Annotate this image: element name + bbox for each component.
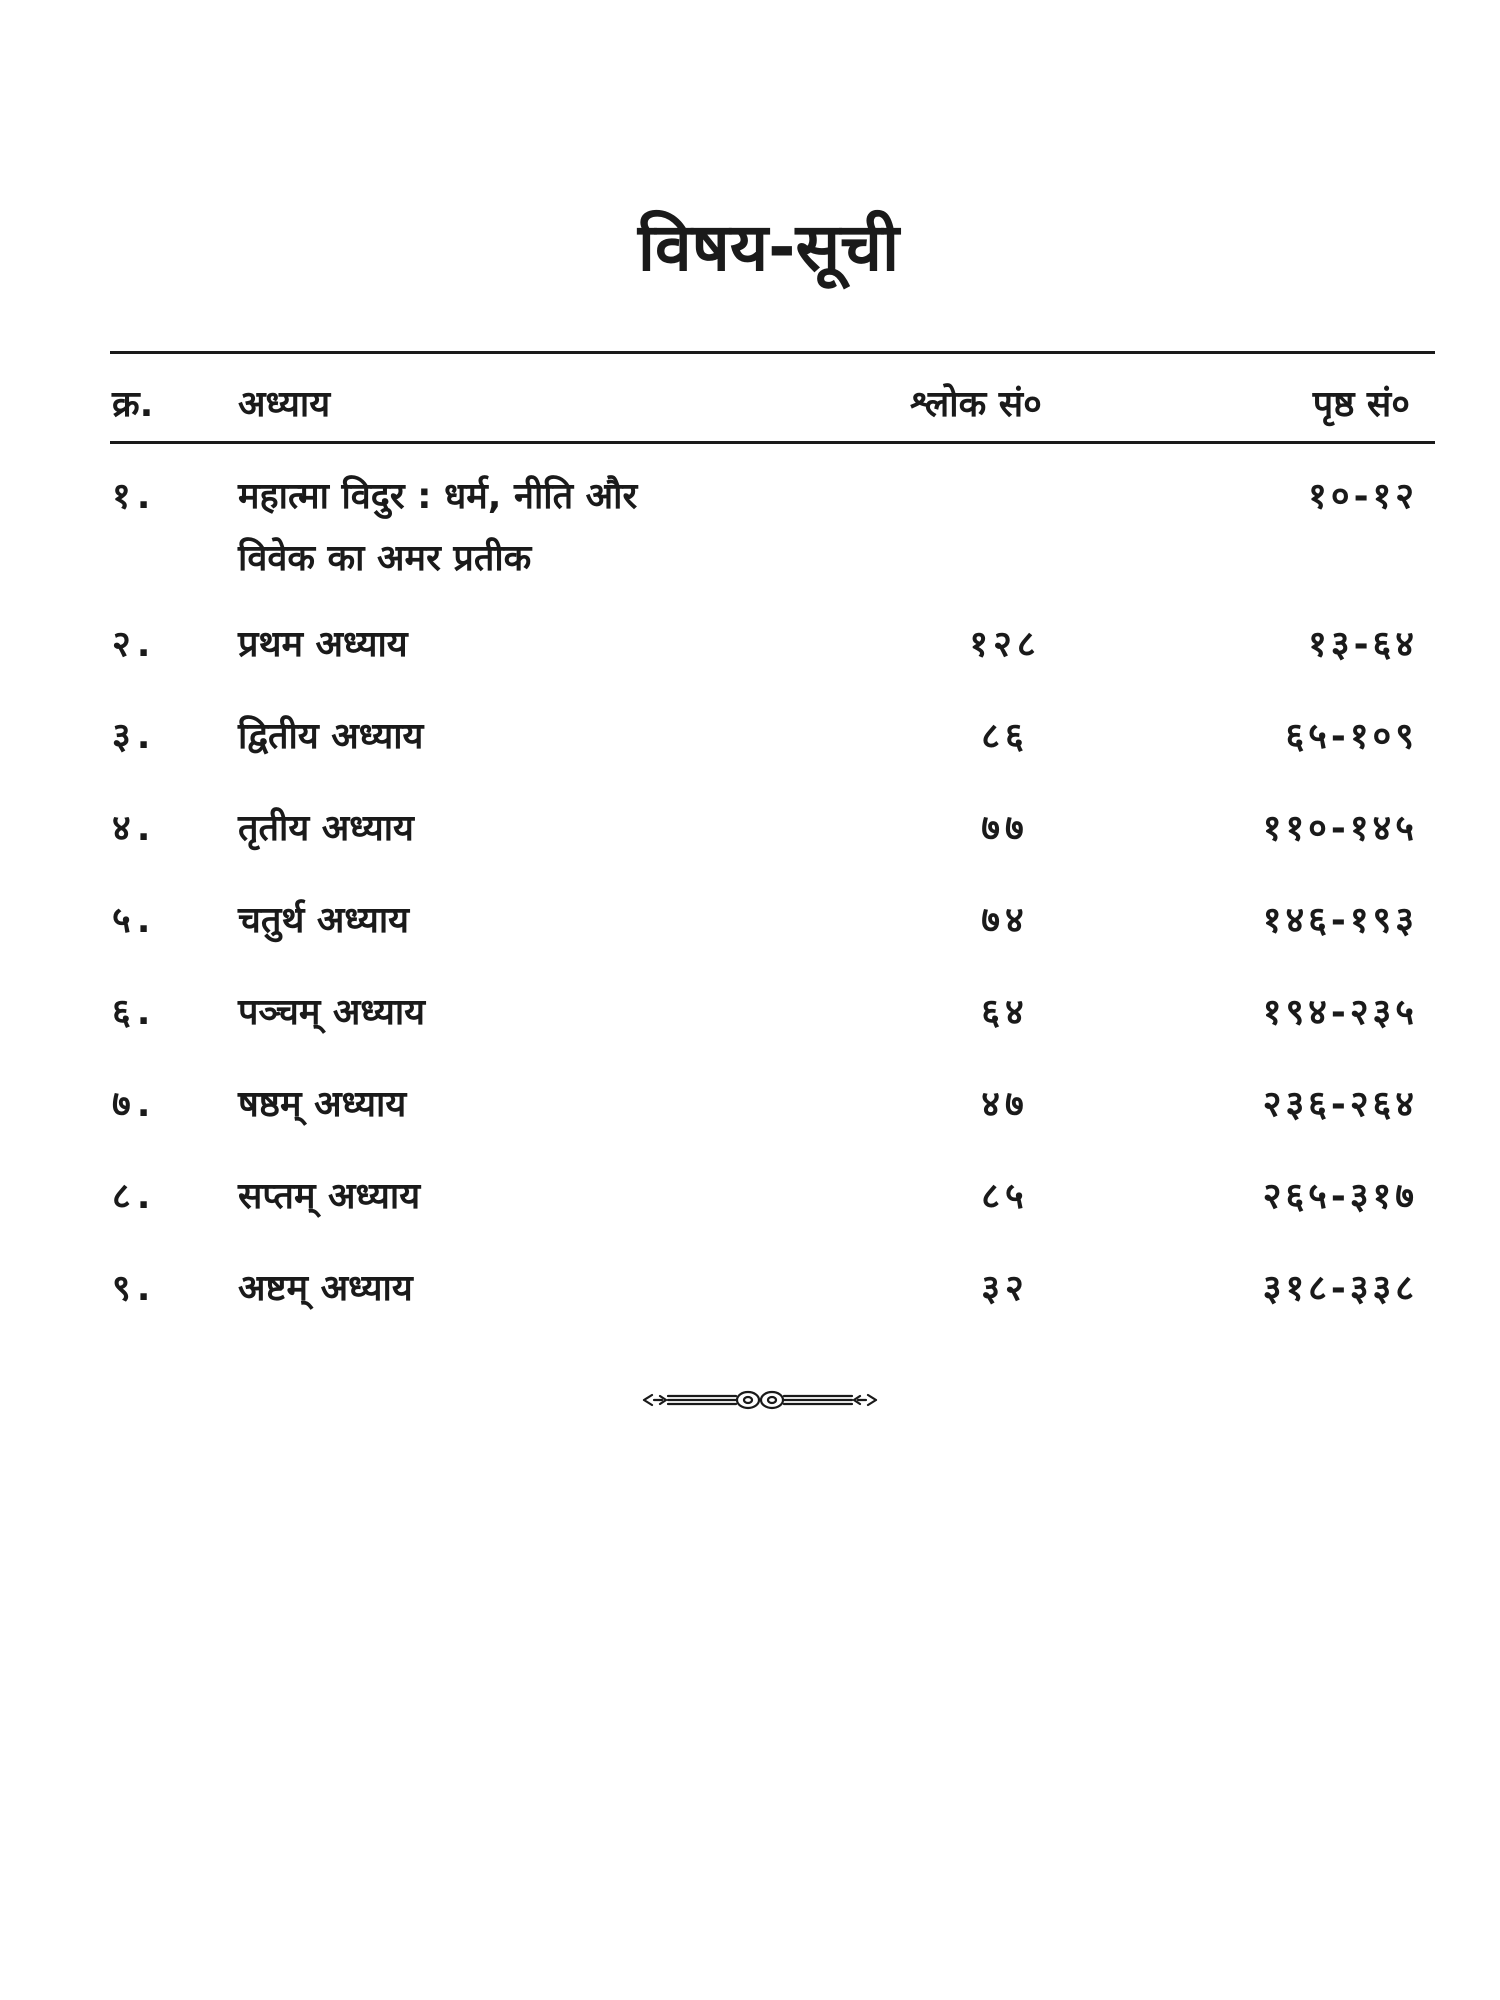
row-page-range: १०-१२	[1308, 476, 1418, 517]
row-shloka-count: ४७	[981, 1084, 1029, 1125]
header-serial-number: क्र.	[112, 384, 154, 425]
row-chapter-title: पञ्चम् अध्याय	[238, 992, 426, 1033]
row-shloka-count: ८५	[981, 1176, 1029, 1217]
row-page-range: १९४-२३५	[1262, 992, 1418, 1033]
row-page-range: ६५-१०९	[1285, 716, 1418, 757]
row-chapter-title: चतुर्थ अध्याय	[238, 900, 410, 941]
row-shloka-count: ८६	[981, 716, 1029, 757]
row-serial-number: ७.	[112, 1084, 157, 1125]
row-chapter-title: तृतीय अध्याय	[238, 808, 414, 849]
row-page-range: १३-६४	[1308, 624, 1418, 665]
row-serial-number: ८.	[112, 1176, 157, 1217]
row-shloka-count: ७७	[981, 808, 1029, 849]
row-shloka-count: १२८	[969, 624, 1041, 665]
row-shloka-count: ७४	[981, 900, 1029, 941]
row-page-range: ३१८-३३८	[1262, 1268, 1418, 1309]
header-page-range: पृष्ठ सं०	[1312, 384, 1410, 425]
table-header	[0, 375, 1500, 425]
row-serial-number: ३.	[112, 716, 157, 757]
row-page-range: २६५-३१७	[1262, 1176, 1418, 1217]
header-divider	[110, 441, 1435, 444]
row-chapter-title: अष्टम् अध्याय	[238, 1268, 413, 1309]
row-serial-number: १.	[112, 476, 157, 517]
row-shloka-count: ६४	[981, 992, 1029, 1033]
header-shloka-count: श्लोक सं०	[910, 384, 1042, 425]
row-page-range: १४६-१९३	[1262, 900, 1418, 941]
row-serial-number: ९.	[112, 1268, 157, 1309]
row-chapter-title: प्रथम अध्याय	[238, 624, 408, 665]
row-serial-number: ५.	[112, 900, 157, 941]
row-chapter-title-line2: विवेक का अमर प्रतीक	[238, 538, 532, 579]
row-chapter-title: षष्ठम् अध्याय	[238, 1084, 407, 1125]
row-chapter-title: द्वितीय अध्याय	[238, 716, 424, 757]
row-serial-number: ६.	[112, 992, 157, 1033]
row-page-range: २३६-२६४	[1262, 1084, 1418, 1125]
row-page-range: ११०-१४५	[1262, 808, 1418, 849]
scroll-flourish-icon	[640, 1385, 880, 1415]
page-title: विषय-सूची	[637, 209, 900, 286]
top-divider	[110, 351, 1435, 354]
row-serial-number: २.	[112, 624, 157, 665]
row-chapter-title: महात्मा विदुर : धर्म, नीति और	[238, 476, 638, 517]
row-shloka-count: ३२	[981, 1268, 1029, 1309]
row-serial-number: ४.	[112, 808, 157, 849]
row-chapter-title: सप्तम् अध्याय	[238, 1176, 421, 1217]
header-chapter: अध्याय	[238, 384, 331, 425]
